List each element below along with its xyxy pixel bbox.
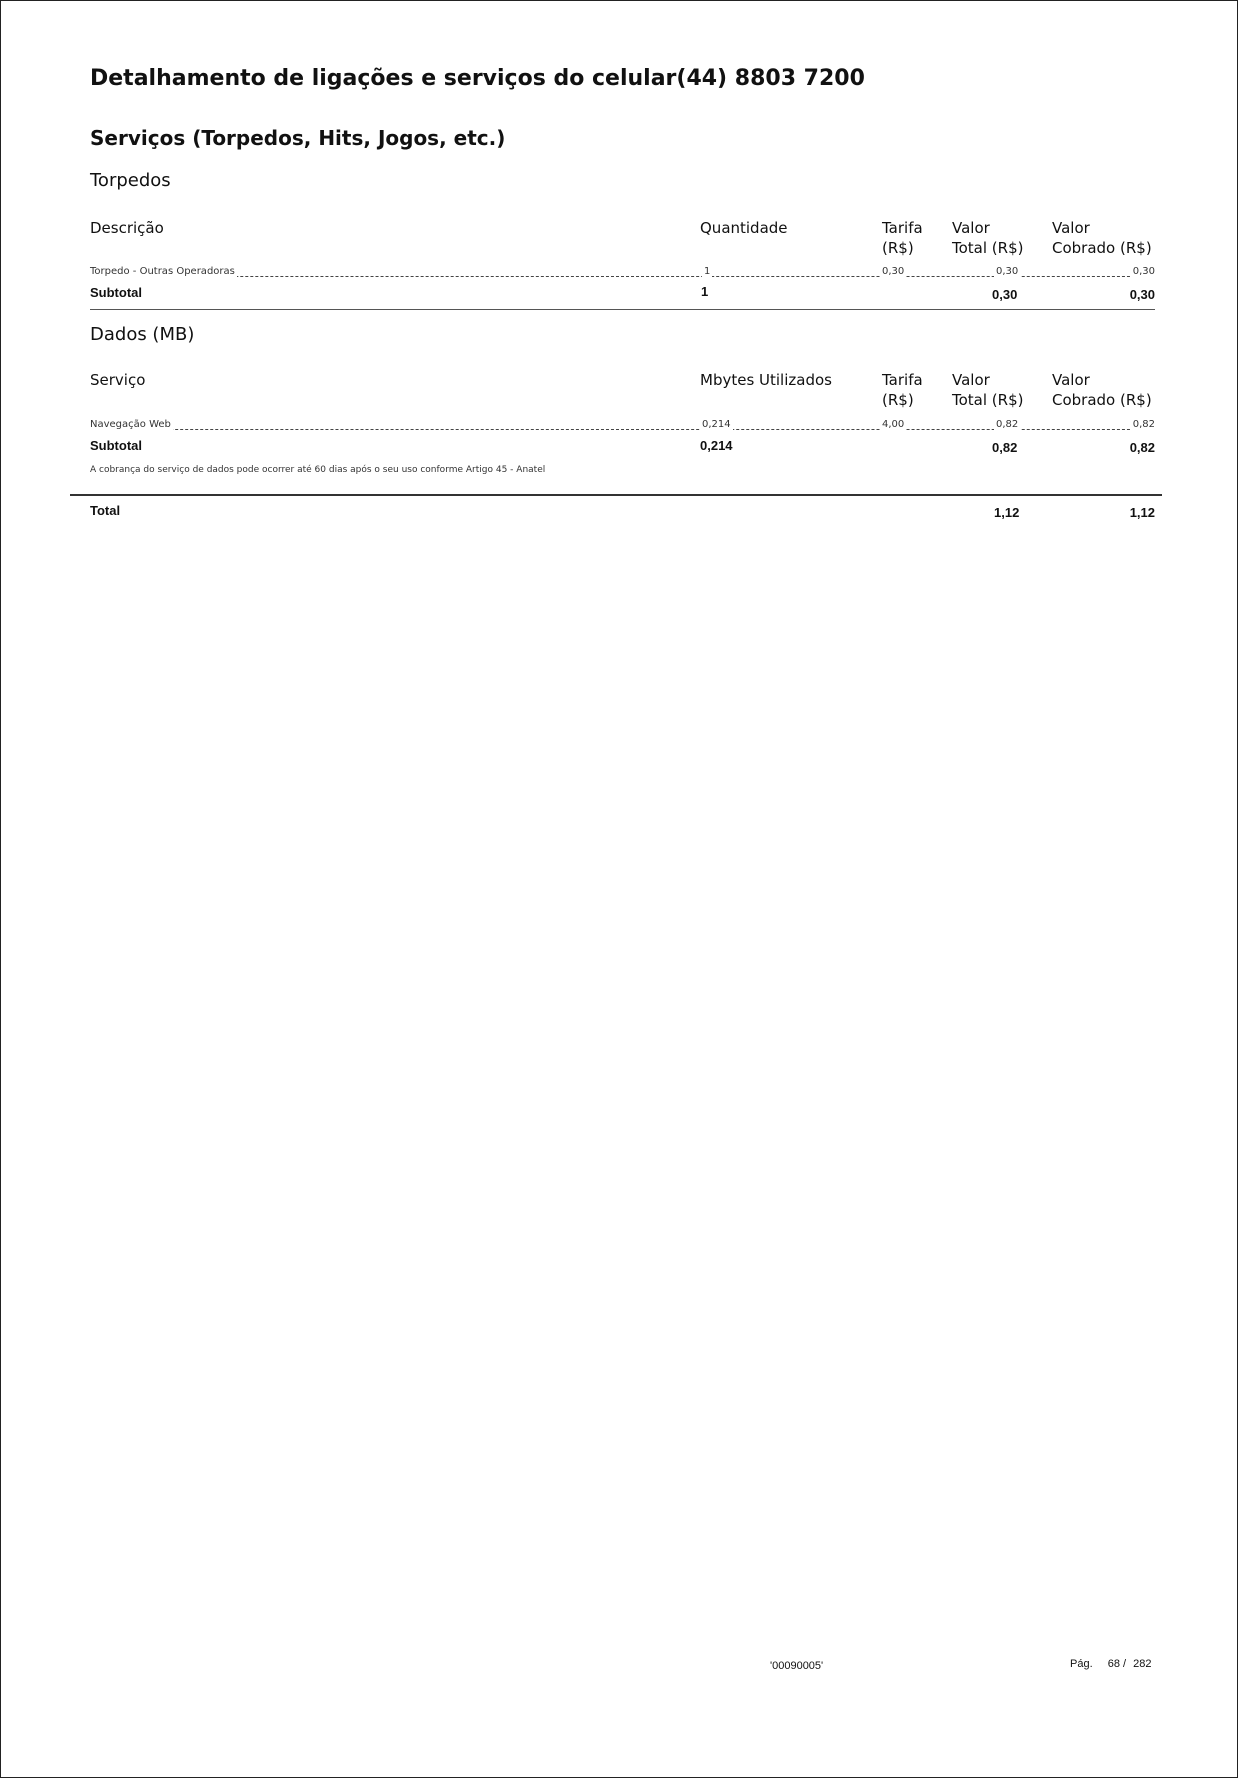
col-header-valor-total-line2: Total (R$) <box>952 239 1024 257</box>
col-header-valor-cobrado-line1: Valor <box>1052 219 1090 237</box>
total-divider <box>70 494 1162 496</box>
col-header-servico: Serviço <box>90 371 146 389</box>
col-header-valor-total <box>952 218 1023 258</box>
col-header-valor-total-line1: Valor <box>952 371 990 389</box>
total-label: Total <box>90 503 121 518</box>
page-total: 282 <box>1133 1658 1152 1670</box>
total-valor-total: 1,12 <box>994 505 1020 520</box>
col-header-valor-cobrado-line2: Cobrado (R$) <box>1052 391 1152 409</box>
col-header-tarifa-line2: (R$) <box>882 239 914 257</box>
col-header-tarifa-line1: Tarifa <box>882 371 923 389</box>
subtotal-label: Subtotal <box>90 438 142 453</box>
row-valor-cobrado: 0,82 <box>1132 419 1155 430</box>
subtotal-valor-total: 0,30 <box>992 287 1018 302</box>
row-descricao: Torpedo - Outras Operadoras <box>90 266 235 277</box>
section-title: Serviços (Torpedos, Hits, Jogos, etc.) <box>90 126 506 150</box>
col-header-tarifa-line1: Tarifa <box>882 219 923 237</box>
subtotal-valor-total: 0,82 <box>992 440 1018 455</box>
row-valor-cobrado: 0,30 <box>1132 266 1155 277</box>
subtotal-mbytes: 0,214 <box>700 438 733 453</box>
page-label: Pág. <box>1070 1658 1093 1670</box>
total-valor-cobrado: 1,12 <box>1129 505 1155 520</box>
row-valor-total: 0,82 <box>996 419 1019 430</box>
col-header-valor-total-line2: Total (R$) <box>952 391 1024 409</box>
torpedos-heading: Torpedos <box>90 170 171 191</box>
col-header-descricao: Descrição <box>90 219 164 237</box>
subtotal-label: Subtotal <box>90 285 142 300</box>
col-header-valor-cobrado <box>1052 370 1152 410</box>
col-header-valor-total-line1: Valor <box>952 219 990 237</box>
row-valor-total: 0,30 <box>996 266 1019 277</box>
subtotal-valor-cobrado: 0,30 <box>1129 287 1155 302</box>
col-header-quantidade: Quantidade <box>700 219 788 237</box>
col-header-mbytes: Mbytes Utilizados <box>700 371 832 389</box>
document-code: '00090005' <box>770 1660 824 1672</box>
col-header-valor-cobrado-line2: Cobrado (R$) <box>1052 239 1152 257</box>
row-servico: Navegação Web <box>90 419 171 430</box>
section-divider <box>90 309 1155 310</box>
data-charge-note: A cobrança do serviço de dados pode ocorrer até 60 dias após o seu uso conforme Artigo 45 - Anatel <box>90 465 546 475</box>
row-quantidade: 1 <box>704 266 711 277</box>
col-header-valor-cobrado-line1: Valor <box>1052 371 1090 389</box>
col-header-valor-total <box>952 370 1023 410</box>
subtotal-quantidade: 1 <box>701 284 709 299</box>
row-tarifa: 0,30 <box>882 266 905 277</box>
row-tarifa: 4,00 <box>882 419 905 430</box>
page-title: Detalhamento de ligações e serviços do celular(44) 8803 7200 <box>90 66 865 91</box>
dados-heading: Dados (MB) <box>90 324 195 345</box>
col-header-tarifa <box>882 370 923 410</box>
row-mbytes: 0,214 <box>702 419 731 430</box>
page-number <box>1070 1658 1151 1670</box>
subtotal-valor-cobrado: 0,82 <box>1129 440 1155 455</box>
col-header-tarifa <box>882 218 923 258</box>
col-header-valor-cobrado <box>1052 218 1152 258</box>
page-current: 68 / <box>1107 1658 1127 1670</box>
col-header-tarifa-line2: (R$) <box>882 391 914 409</box>
